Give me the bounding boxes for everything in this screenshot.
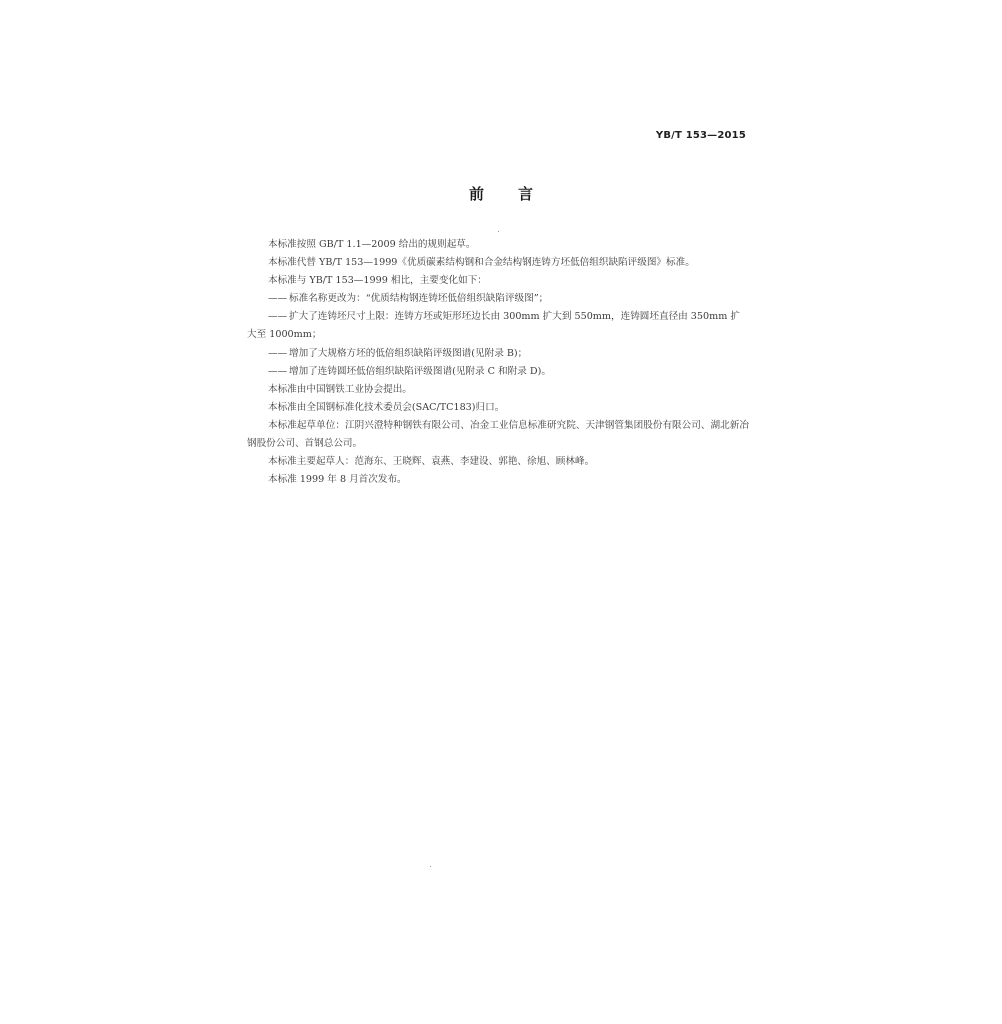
change-item-text: 增加了连铸圆坯低倍组织缺陷评级图谱(见附录 C 和附录 D)。 bbox=[289, 365, 551, 377]
paragraph-proposed-by: 本标准由中国钢铁工业协会提出。 bbox=[268, 383, 412, 395]
change-item bbox=[247, 308, 749, 344]
foreword-body bbox=[247, 236, 749, 489]
list-dash: —— bbox=[268, 311, 288, 323]
change-item-text: 标准名称更改为：“优质结构钢连铸坯低倍组织缺陷评级图”； bbox=[289, 293, 549, 305]
change-item bbox=[247, 363, 749, 381]
standard-code: YB/T 153—2015 bbox=[655, 130, 746, 141]
list-dash: —— bbox=[268, 365, 288, 377]
scan-speck bbox=[498, 231, 499, 232]
paragraph-changes-intro: 本标准与 YB/T 153—1999 相比，主要变化如下： bbox=[268, 275, 487, 287]
list-dash: —— bbox=[268, 293, 288, 305]
list-dash: —— bbox=[268, 347, 288, 359]
paragraph-drafters: 本标准主要起草人：范海东、王晓辉、袁燕、李建设、郭艳、徐旭、顾林峰。 bbox=[268, 456, 595, 468]
paragraph-drafting-units: 本标准起草单位：江阴兴澄特种钢铁有限公司、冶金工业信息标准研究院、天津钢管集团股份有限公司、湖北新冶钢股份公司、首钢总公司。 bbox=[247, 419, 749, 450]
change-item-text: 扩大了连铸坯尺寸上限：连铸方坯或矩形坯边长由 300mm 扩大到 550mm，连铸圆坯直径由 350mm 扩大至 1000mm； bbox=[247, 311, 740, 341]
change-item-text: 增加了大规格方坯的低倍组织缺陷评级图谱(见附录 B)； bbox=[289, 347, 528, 359]
paragraph-drafting-rules: 本标准按照 GB/T 1.1—2009 给出的规则起草。 bbox=[268, 239, 476, 250]
paragraph-replaces: 本标准代替 YB/T 153—1999《优质碳素结构钢和合金结构钢连铸方坯低倍组织缺陷评级图》标准。 bbox=[268, 257, 695, 269]
scan-speck bbox=[430, 866, 431, 867]
paragraph-first-issued: 本标准 1999 年 8 月首次发布。 bbox=[268, 474, 407, 486]
paragraph-administered-by: 本标准由全国钢标准化技术委员会(SAC/TC183)归口。 bbox=[268, 401, 505, 413]
change-item bbox=[247, 290, 749, 308]
change-item bbox=[247, 345, 749, 363]
page-title: 前言 bbox=[468, 185, 567, 203]
